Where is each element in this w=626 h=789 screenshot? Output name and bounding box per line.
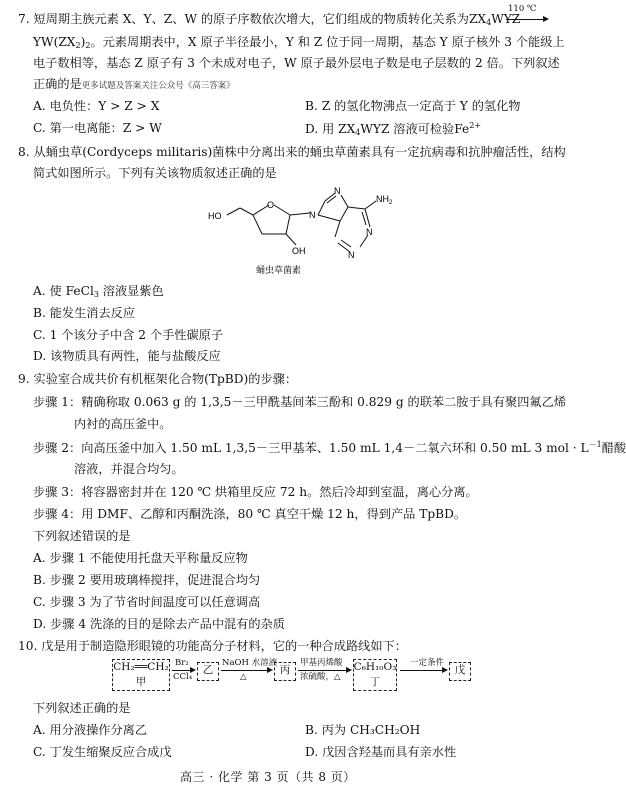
- page-footer: 高三 · 化学 第 3 页（共 8 页）: [180, 770, 356, 784]
- q8-line-2: 简式如图所示。下列有关该物质叙述正确的是: [33, 166, 277, 180]
- route-arrow-4: [400, 670, 444, 671]
- route-conc-sulfuric: 浓硫酸，△: [300, 672, 341, 682]
- q7-reaction-arrow: [506, 19, 546, 20]
- route-ethylene: CH₂══CH₂: [113, 661, 169, 673]
- structure-n1-label: N: [366, 227, 373, 237]
- structure-ho-label: HO: [208, 211, 222, 221]
- q7-option-a: A. 电负性：Y > Z > X: [33, 99, 160, 113]
- route-condition: 一定条件: [410, 658, 445, 668]
- route-arrowhead-3: [346, 667, 352, 673]
- q7-line-3: 电子数相等，基态 Z 原子有 3 个未成对电子，W 原子最外层电子数是电子层数的 2 倍。下列叙述: [33, 56, 560, 70]
- route-wu: 戊: [454, 664, 466, 676]
- q8-option-d: D. 该物质具有两性，能与盐酸反应: [33, 349, 221, 363]
- q7-option-b: B. Z 的氢化物沸点一定高于 Y 的氢化物: [305, 99, 521, 113]
- q9-step-2-line-2: 溶液，并混合均匀。: [74, 462, 184, 476]
- route-ding: 丁: [369, 676, 381, 688]
- structure-n7-label: N: [334, 186, 341, 196]
- q9-line-1: 9. 实验室合成共价有机框架化合物(TpBD)的步骤：: [18, 372, 298, 386]
- route-arrow-3: [298, 670, 348, 671]
- q7-option-d: D. 用 $ZX_4WYZ$ 溶液可检验$Fe^{2+}$: [305, 121, 482, 137]
- route-naoh: NaOH 水溶液: [222, 658, 278, 668]
- q10-option-b: B. 丙为 CH₃CH₂OH: [305, 723, 421, 737]
- q9-step-1-line-1: 步骤 1：精确称取 0.063 g 的 1,3,5－三甲酰基间苯三酚和 0.829 g 的联苯二胺于具有聚四氟乙烯: [33, 395, 566, 409]
- structure-n9-label: N: [309, 210, 316, 220]
- route-br2: Br₂: [175, 658, 189, 668]
- q7-line-1: 7. 短周期主族元素 X、Y、Z、W 的原子序数依次增大，它们组成的物质转化关系为$ZX_4WYZ$: [18, 12, 521, 27]
- structure-oh-label: OH: [292, 246, 306, 256]
- structure-caption: 蛹虫草菌素: [256, 265, 302, 275]
- q9-step-2-line-1: 步骤 2：向高压釜中加入 1.50 mL 1,3,5－三甲基苯、1.50 mL 1,4－二氧六环和 0.50 mL 3 mol · $L^{-1}$醋酸: [33, 440, 626, 455]
- q7-arrow-condition: 110 ℃: [508, 4, 537, 14]
- cordycepin-structure-diagram: [200, 185, 400, 280]
- q8-option-a: A. 使 FeCl$_3$ 溶液显紫色: [33, 284, 164, 299]
- q10-line-1: 10. 戊是用于制造隐形眼镜的功能高分子材料，它的一种合成路线如下：: [18, 639, 407, 653]
- q8-option-b: B. 能发生消去反应: [33, 306, 136, 320]
- q10-option-d: D. 戊因含羟基而具有亲水性: [305, 745, 457, 759]
- q7-option-c: C. 第一电离能：Z > W: [33, 121, 162, 135]
- q8-option-c: C. 1 个该分子中含 2 个手性碳原子: [33, 328, 224, 342]
- q9-step-4: 步骤 4：用 DMF、乙醇和丙酮洗涤，80 ℃ 真空干燥 12 h，得到产品 TpBD。: [33, 507, 467, 521]
- q7-reaction-arrowhead: [543, 16, 549, 22]
- structure-n3-label: N: [348, 250, 355, 260]
- q9-option-d: D. 步骤 4 洗涤的目的是除去产品中混有的杂质: [33, 617, 285, 631]
- route-arrow-1: [172, 670, 192, 671]
- route-methacrylic-acid: 甲基丙烯酸: [300, 658, 343, 668]
- q10-option-a: A. 用分液操作分离乙: [33, 723, 148, 737]
- q9-step-3: 步骤 3：将容器密封并在 120 ℃ 烘箱里反应 72 h。然后冷却到室温，离心分离。: [33, 485, 478, 499]
- q10-option-c: C. 丁发生缩聚反应合成戊: [33, 745, 172, 759]
- route-arrowhead-4: [442, 667, 448, 673]
- route-jia: 甲: [135, 676, 147, 688]
- route-heat-1: △: [240, 672, 247, 682]
- q10-question: 下列叙述正确的是: [33, 701, 131, 715]
- route-bing: 丙: [279, 664, 291, 676]
- q9-question: 下列叙述错误的是: [33, 529, 131, 543]
- q8-line-1: 8. 从蛹虫草(Cordyceps militaris)菌株中分离出来的蛹虫草菌素具有一定抗病毒和抗肿瘤活性，结构: [18, 145, 566, 159]
- structure-nh2-label: $NH_2$: [376, 194, 393, 206]
- structure-ring-o-label: O: [267, 200, 275, 210]
- route-arrowhead-2: [267, 667, 273, 673]
- q9-option-b: B. 步骤 2 要用玻璃棒搅拌，促进混合均匀: [33, 573, 261, 587]
- q7-line-2: $YW(ZX_2)_2$。元素周期表中，X 原子半径最小，Y 和 Z 位于同一周期，基态 Y 原子核外 3 个能级上: [33, 35, 565, 50]
- q9-option-a: A. 步骤 1 不能使用托盘天平称量反应物: [33, 551, 248, 565]
- route-ding-formula: C₆H₁₀O₃: [353, 661, 397, 673]
- q9-step-1-line-2: 内衬的高压釜中。: [74, 417, 172, 431]
- route-yi: 乙: [202, 664, 214, 676]
- route-arrow-2: [221, 670, 269, 671]
- q9-option-c: C. 步骤 3 为了节省时间温度可以任意调高: [33, 595, 261, 609]
- route-ccl4: CCl₄: [173, 672, 193, 682]
- q7-line-4: 正确的是更多试题及答案关注公众号《高三答案》: [33, 77, 235, 91]
